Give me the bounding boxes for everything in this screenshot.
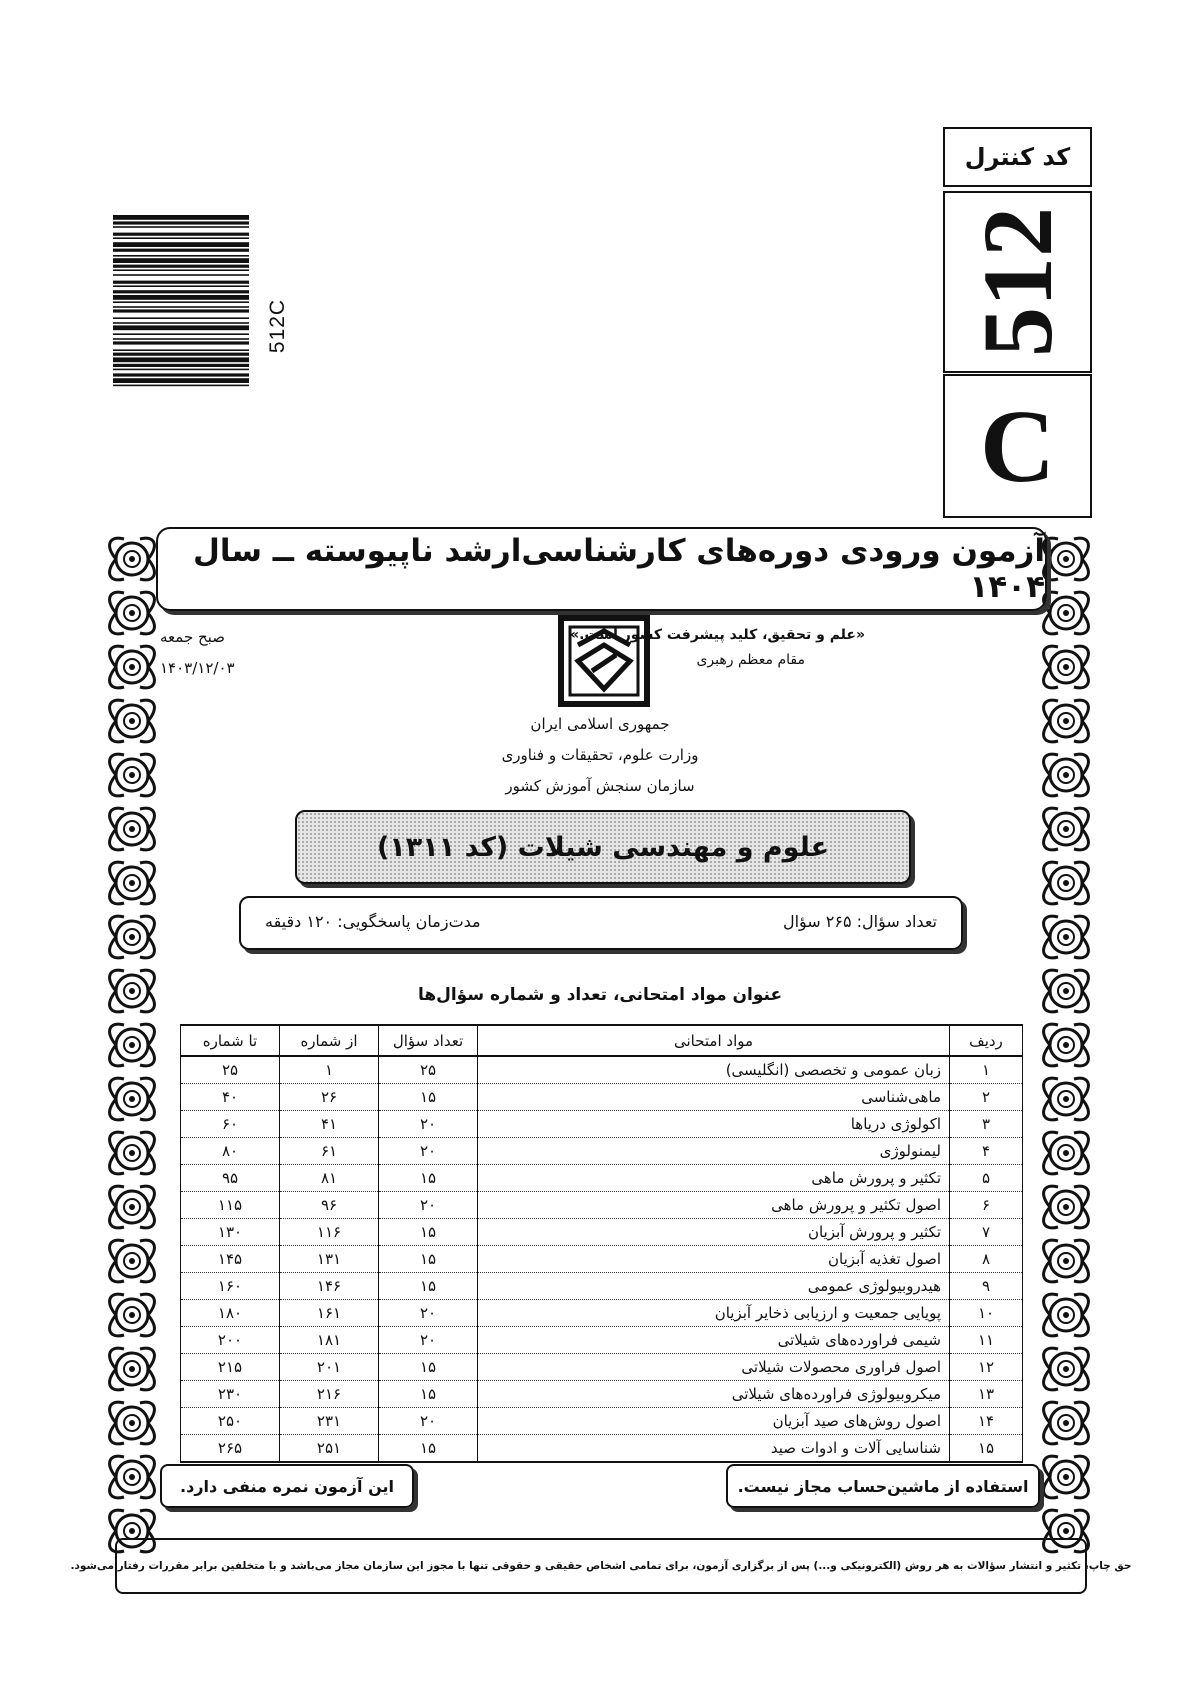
row-number: ۲ [950,1084,1023,1111]
from-number: ۱۴۶ [280,1273,379,1300]
copyright-notice: حق چاپ، تکثیر و انتشار سؤالات به هر روش (الکترونیکی و...) پس از برگزاری آزمون، برای تمامی اشخاص حقیقی و حقوقی تنها با مجوز این سازمان مجاز می‌باشد و با متخلفین برابر مقررات رفتار می‌شود. [115,1538,1087,1594]
to-number: ۱۳۰ [181,1219,280,1246]
row-number: ۱۲ [950,1354,1023,1381]
barcode [113,215,249,445]
exam-title: آزمون ورودی دوره‌های کارشناسی‌ارشد ناپیوسته ــ سال ۱۴۰۴ [156,527,1047,611]
question-count-cell: ۱۵ [379,1084,478,1111]
question-count-cell: ۱۵ [379,1435,478,1463]
exam-date: ۱۴۰۳/۱۲/۰۳ [160,659,235,677]
row-number: ۶ [950,1192,1023,1219]
control-code-number [943,191,1092,373]
table-row [181,1381,1023,1408]
subject-name: شیمی فراورده‌های شیلاتی [478,1327,950,1354]
table-row [181,1219,1023,1246]
from-number: ۹۶ [280,1192,379,1219]
row-number: ۱۰ [950,1300,1023,1327]
from-number: ۶۱ [280,1138,379,1165]
table-row [181,1354,1023,1381]
to-number: ۲۵۰ [181,1408,280,1435]
question-count-cell: ۱۵ [379,1219,478,1246]
row-number: ۴ [950,1138,1023,1165]
table-row [181,1138,1023,1165]
row-number: ۱۳ [950,1381,1023,1408]
row-number: ۱ [950,1056,1023,1084]
table-row [181,1192,1023,1219]
subject-name: اصول تکثیر و پرورش ماهی [478,1192,950,1219]
subject-name: لیمنولوژی [478,1138,950,1165]
exam-day: صبح جمعه [160,628,225,646]
ornament-border-left [102,533,162,1573]
answer-time: مدت‌زمان پاسخگویی: ۱۲۰ دقیقه [265,912,481,931]
table-row [181,1435,1023,1463]
from-number: ۲۳۱ [280,1408,379,1435]
subject-name: ماهی‌شناسی [478,1084,950,1111]
row-number: ۱۵ [950,1435,1023,1463]
to-number: ۶۰ [181,1111,280,1138]
subject-name: میکروبیولوژی فراورده‌های شیلاتی [478,1381,950,1408]
row-number: ۸ [950,1246,1023,1273]
row-number: ۱۴ [950,1408,1023,1435]
org-line-3: سازمان سنجش آموزش کشور [505,777,695,795]
question-count-cell: ۲۰ [379,1408,478,1435]
row-number: ۱۱ [950,1327,1023,1354]
question-count-cell: ۱۵ [379,1246,478,1273]
subjects-table [180,1024,1023,1463]
to-number: ۱۶۰ [181,1273,280,1300]
from-number: ۲۱۶ [280,1381,379,1408]
column-header-from: از شماره [280,1025,379,1056]
to-number: ۲۳۰ [181,1381,280,1408]
negative-score-note: این آزمون نمره منفی دارد. [160,1464,414,1508]
row-number: ۹ [950,1273,1023,1300]
question-count-cell: ۲۰ [379,1300,478,1327]
table-row [181,1300,1023,1327]
from-number: ۲۶ [280,1084,379,1111]
table-header-row [181,1025,1023,1056]
calculator-note: استفاده از ماشین‌حساب مجاز نیست. [726,1464,1040,1508]
subject-name: اکولوژی دریاها [478,1111,950,1138]
subject-name: پویایی جمعیت و ارزیابی ذخایر آبزیان [478,1300,950,1327]
barcode-text-label: 512C [265,298,289,354]
column-header-to: تا شماره [181,1025,280,1056]
org-line-2: وزارت علوم، تحقیقات و فناوری [501,746,699,764]
to-number: ۱۸۰ [181,1300,280,1327]
table-row [181,1327,1023,1354]
question-count-cell: ۱۵ [379,1381,478,1408]
table-row [181,1056,1023,1084]
subject-name: شناسایی آلات و ادوات صید [478,1435,950,1463]
subject-title: علوم و مهندسی شیلات (کد ۱۳۱۱) [295,810,911,884]
subject-name: تکثیر و پرورش ماهی [478,1165,950,1192]
question-count-cell: ۱۵ [379,1165,478,1192]
from-number: ۴۱ [280,1111,379,1138]
subject-name: هیدروبیولوژی عمومی [478,1273,950,1300]
to-number: ۲۶۵ [181,1435,280,1463]
from-number: ۲۰۱ [280,1354,379,1381]
question-count-cell: ۲۵ [379,1056,478,1084]
row-number: ۷ [950,1219,1023,1246]
from-number: ۱۶۱ [280,1300,379,1327]
column-header-count: تعداد سؤال [379,1025,478,1056]
to-number: ۲۱۵ [181,1354,280,1381]
from-number: ۱۸۱ [280,1327,379,1354]
from-number: ۱۳۱ [280,1246,379,1273]
barcode-text [248,296,308,356]
subject-name: زبان عمومی و تخصصی (انگلیسی) [478,1056,950,1084]
question-count-cell: ۲۰ [379,1138,478,1165]
question-count-cell: ۲۰ [379,1111,478,1138]
org-line-1: جمهوری اسلامی ایران [530,715,670,733]
header-quote-author: مقام معظم رهبری [696,652,805,668]
table-heading: عنوان مواد امتحانی، تعداد و شماره سؤال‌ها [417,985,783,1005]
to-number: ۸۰ [181,1138,280,1165]
from-number: ۱ [280,1056,379,1084]
ornament-border-right [1036,533,1096,1573]
table-row [181,1165,1023,1192]
table-row [181,1408,1023,1435]
subject-name: تکثیر و پرورش آبزیان [478,1219,950,1246]
question-count: تعداد سؤال: ۲۶۵ سؤال [782,912,937,931]
table-row [181,1273,1023,1300]
from-number: ۲۵۱ [280,1435,379,1463]
question-count-cell: ۲۰ [379,1192,478,1219]
subject-name: اصول روش‌های صید آبزیان [478,1408,950,1435]
from-number: ۸۱ [280,1165,379,1192]
to-number: ۲۵ [181,1056,280,1084]
row-number: ۳ [950,1111,1023,1138]
table-row [181,1111,1023,1138]
question-count-cell: ۱۵ [379,1354,478,1381]
subject-name: اصول فراوری محصولات شیلاتی [478,1354,950,1381]
from-number: ۱۱۶ [280,1219,379,1246]
table-row [181,1084,1023,1111]
exam-info-box [239,896,963,950]
question-count-cell: ۱۵ [379,1273,478,1300]
to-number: ۲۰۰ [181,1327,280,1354]
to-number: ۱۱۵ [181,1192,280,1219]
row-number: ۵ [950,1165,1023,1192]
subject-name: اصول تغذیه آبزیان [478,1246,950,1273]
header-quote: «علم و تحقیق، کلید پیشرفت کشور است.» [570,627,865,643]
to-number: ۹۵ [181,1165,280,1192]
to-number: ۴۰ [181,1084,280,1111]
control-code-letter: C [943,374,1092,518]
organization-logo [558,615,650,707]
control-code-number-text: 512 [961,207,1073,357]
table-row [181,1246,1023,1273]
question-count-cell: ۲۰ [379,1327,478,1354]
column-header-subject: مواد امتحانی [478,1025,950,1056]
column-header-row-number: ردیف [950,1025,1023,1056]
to-number: ۱۴۵ [181,1246,280,1273]
control-code-label: کد کنترل [943,127,1092,187]
